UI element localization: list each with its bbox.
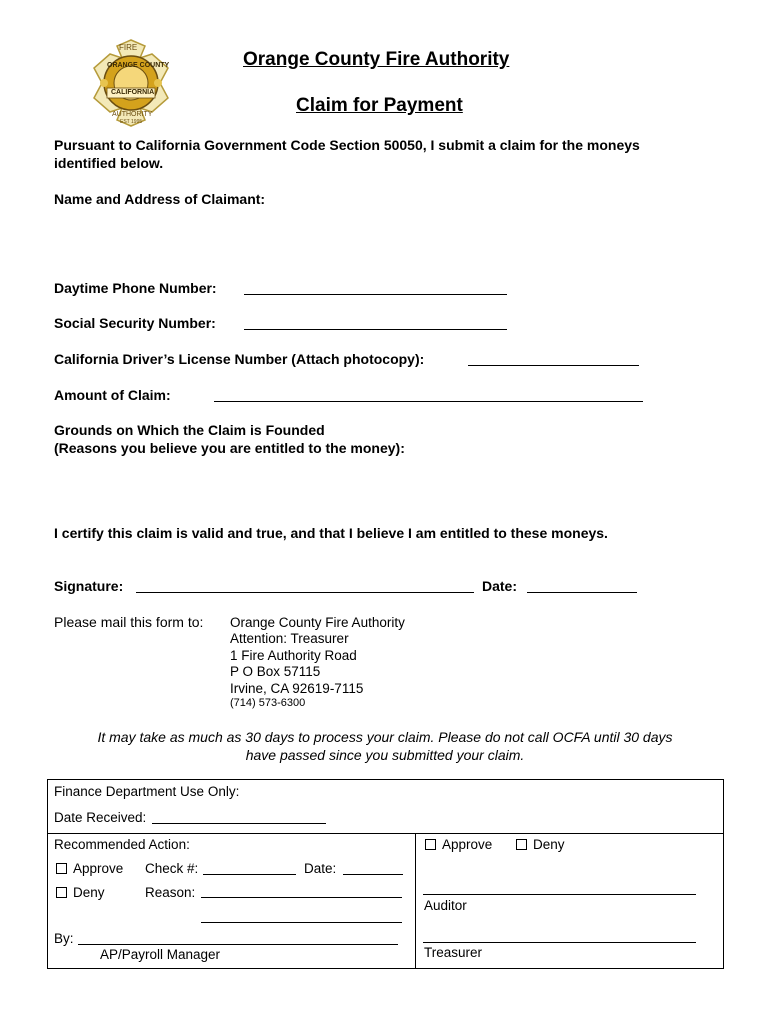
right-deny-checkbox[interactable] xyxy=(516,839,527,850)
signature-label: Signature: xyxy=(54,578,124,594)
finance-divider-v xyxy=(415,833,416,968)
notice-line-1: It may take as much as 30 days to process your claim. Please do not call OCFA until 30 days xyxy=(97,729,673,745)
reason-field-1[interactable] xyxy=(201,897,402,898)
mail-line-3: 1 Fire Authority Road xyxy=(230,648,357,663)
treasurer-label: Treasurer xyxy=(424,945,483,960)
ap-manager-label: AP/Payroll Manager xyxy=(100,947,221,962)
phone-label: Daytime Phone Number: xyxy=(54,280,217,296)
approve-option[interactable] xyxy=(56,861,123,876)
org-title: Orange County Fire Authority xyxy=(243,49,510,70)
check-date-label: Date: xyxy=(304,861,337,876)
ocfa-logo xyxy=(90,38,172,128)
reason-label: Reason: xyxy=(145,885,196,900)
mail-line-1: Orange County Fire Authority xyxy=(230,615,405,630)
certify-text: I certify this claim is valid and true, and that I believe I am entitled to these moneys. xyxy=(54,525,608,541)
mail-line-2: Attention: Treasurer xyxy=(230,631,349,646)
notice-line-2: have passed since you submitted your claim. xyxy=(245,747,525,763)
amount-field[interactable] xyxy=(214,401,643,402)
intro-text: Pursuant to California Government Code Section 50050, I submit a claim for the moneys identified below. xyxy=(54,137,640,171)
logo-banner-text: CALIFORNIA xyxy=(111,89,155,96)
recommended-label: Recommended Action: xyxy=(54,837,190,852)
date-field[interactable] xyxy=(527,592,637,593)
date-label: Date: xyxy=(482,578,518,594)
right-approve-checkbox[interactable] xyxy=(425,839,436,850)
right-deny-option[interactable] xyxy=(516,837,565,852)
logo-top-text: FIRE xyxy=(119,43,138,52)
logo-bottom-text: AUTHORITY xyxy=(112,111,153,118)
license-label: California Driver’s License Number (Attach photocopy): xyxy=(54,351,425,367)
finance-divider-h xyxy=(47,833,723,834)
phone-field[interactable] xyxy=(244,294,507,295)
finance-heading: Finance Department Use Only: xyxy=(54,784,240,799)
deny-option[interactable] xyxy=(56,885,105,900)
right-approve-option[interactable] xyxy=(425,837,492,852)
name-address-label: Name and Address of Claimant: xyxy=(54,191,266,207)
mail-line-4: P O Box 57115 xyxy=(230,664,321,679)
mail-line-5: Irvine, CA 92619-7115 xyxy=(230,681,364,696)
check-field[interactable] xyxy=(203,874,296,875)
deny-label: Deny xyxy=(73,885,105,900)
reason-field-2[interactable] xyxy=(201,922,402,923)
license-field[interactable] xyxy=(468,365,639,366)
date-received-field[interactable] xyxy=(152,823,326,824)
by-field[interactable] xyxy=(78,944,398,945)
right-deny-label: Deny xyxy=(533,837,565,852)
date-received-label: Date Received: xyxy=(54,810,147,825)
by-label: By: xyxy=(54,931,74,946)
auditor-label: Auditor xyxy=(424,898,467,913)
logo-ring-text: ORANGE COUNTY xyxy=(107,62,170,69)
approve-label: Approve xyxy=(73,861,124,876)
approve-checkbox[interactable] xyxy=(56,863,67,874)
ssn-label: Social Security Number: xyxy=(54,315,216,331)
mail-line-6: (714) 573-6300 xyxy=(230,697,306,709)
grounds-label-1: Grounds on Which the Claim is Founded xyxy=(54,422,325,438)
check-date-field[interactable] xyxy=(343,874,403,875)
logo-year-text: EST 1995 xyxy=(120,119,143,125)
check-label: Check #: xyxy=(145,861,199,876)
right-approve-label: Approve xyxy=(442,837,493,852)
form-title: Claim for Payment xyxy=(296,95,463,116)
mail-label: Please mail this form to: xyxy=(54,614,204,630)
auditor-signature-field[interactable] xyxy=(423,894,696,895)
ssn-field[interactable] xyxy=(244,329,507,330)
grounds-label-2: (Reasons you believe you are entitled to the money): xyxy=(54,440,405,456)
amount-label: Amount of Claim: xyxy=(54,387,171,403)
treasurer-signature-field[interactable] xyxy=(423,942,696,943)
deny-checkbox[interactable] xyxy=(56,887,67,898)
signature-field[interactable] xyxy=(136,592,474,593)
